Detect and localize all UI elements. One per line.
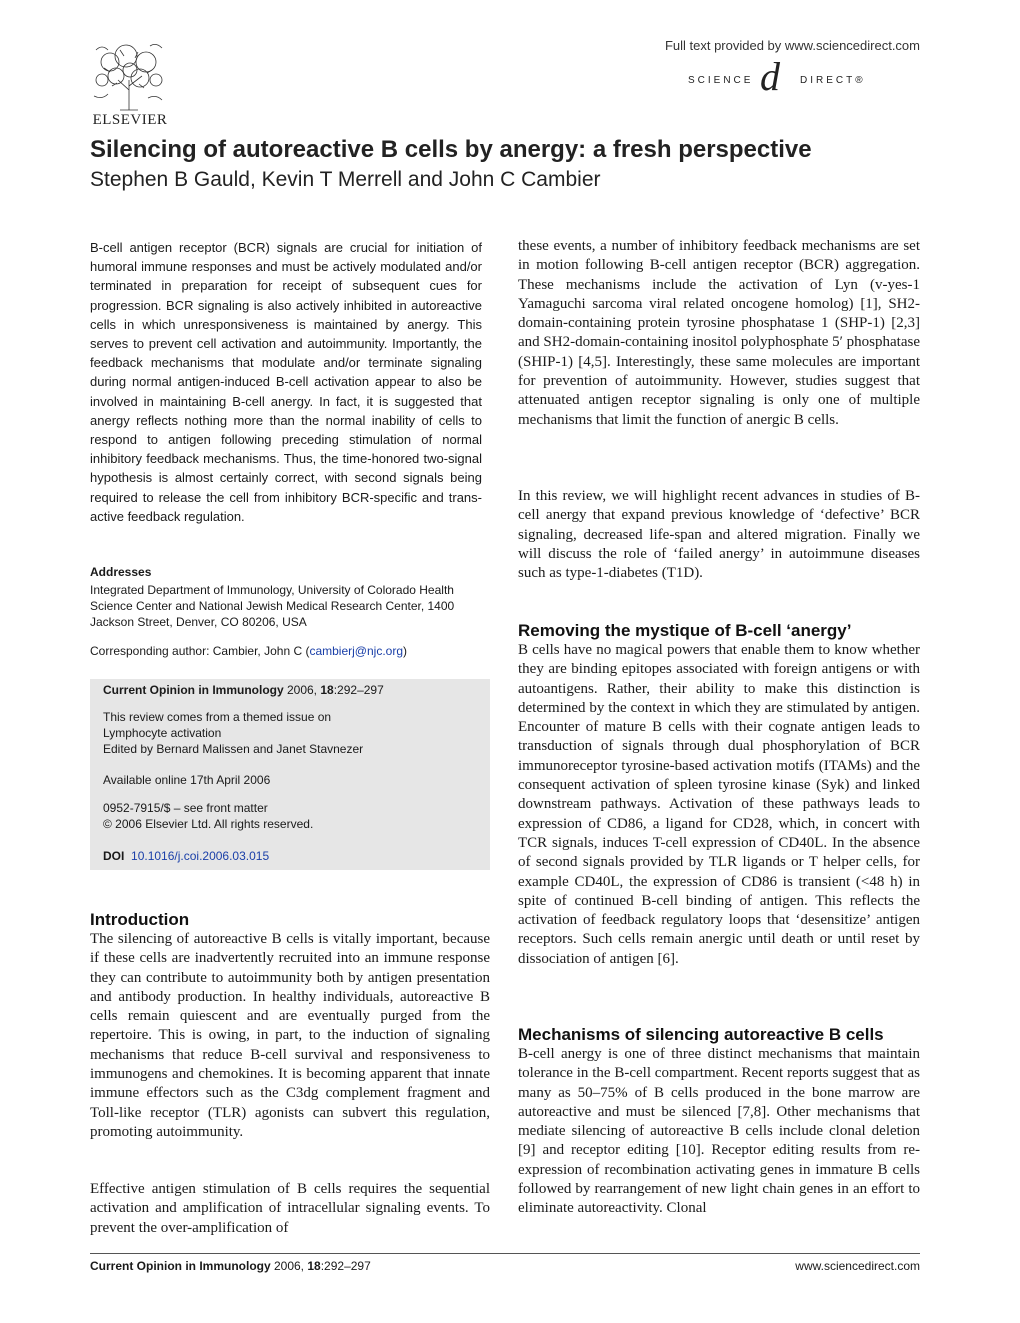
footer-journal: Current Opinion in Immunology (90, 1259, 271, 1273)
corresponding-author (90, 643, 482, 659)
article-authors: Stephen B Gauld, Kevin T Merrell and John C Cambier (90, 168, 601, 191)
footer-url: www.sciencedirect.com (795, 1259, 920, 1273)
addresses-heading: Addresses (90, 565, 152, 579)
introduction-paragraph-2: Effective antigen stimulation of B cells requires the sequential activation and amplification of intracellular signaling events. To prevent the over-amplification of (90, 1181, 490, 1236)
infobox-editors: Edited by Bernard Malissen and Janet Stavnezer (103, 742, 364, 756)
elsevier-tree-icon (90, 40, 168, 112)
introduction-heading: Introduction (90, 910, 190, 929)
sciencedirect-logo (688, 54, 920, 102)
corresponding-suffix: ) (403, 644, 407, 658)
article-title: Silencing of autoreactive B cells by anergy: a fresh perspective (90, 136, 812, 163)
mechanisms-heading: Mechanisms of silencing autoreactive B cells (518, 1025, 884, 1044)
corresponding-prefix: Corresponding author: Cambier, John C ( (90, 644, 310, 658)
right-paragraph-2: In this review, we will highlight recent advances in studies of B-cell anergy that expand previous knowledge of ‘defective’ BCR signaling, decreased life-span and altered migration. Finally we will discuss the role of ‘failed anergy’ in autoimmune diseases such as type-1-diabetes (T1D). (518, 488, 920, 582)
full-text-provided-by: Full text provided by www.sciencedirect.com (664, 38, 920, 53)
publisher-name: ELSEVIER (92, 112, 168, 128)
sd-d-icon: d (760, 54, 780, 99)
sd-direct-word: DIRECT® (800, 75, 866, 86)
mystique-paragraph: B cells have no magical powers that enable them to know whether they are binding epitopes associated with foreign antigens or with autoantigens. Rather, their ability to make this distinction is determined by the context in which they are stimulated by antigen. Encounter of mature B cells with their cognate antigen leads to transduction of signals through dual phosphorylation of BCR immunoreceptor tyrosine-based activation motifs (ITAMs) and the consequent activation of spleen tyrosine kinase (Syk) and linked downstream pathways. Activation of these pathways leads to expression of CD86, a ligand for CD28, which, in concert with TCR signals, induces T-cell expression of CD40L. In the absence of second signals provided by TLR ligands or T helper cells, for example CD40L, the expression of CD86 is transient (<48 h) in spite of continued B-cell binding of antigen. This reflects the activation of feedback regulatory loops that ‘desensitize’ antigen receptors. Such cells remain anergic until death or until reset by dissociation of antigen [6]. (518, 642, 920, 967)
infobox-volume: 18 (320, 683, 334, 697)
article-info-box (90, 679, 490, 870)
introduction-paragraph-1: The silencing of autoreactive B cells is vitally important, because if these cells are inadvertently recruited into an immune response they can contribute to autoimmunity both by antigen presentation and antibody production. In healthy individuals, autoreactive B cells remain quiescent and are eventually purged from the repertoire. This is owing, in part, to the induction of signaling mechanisms that reduce B-cell survival and responsiveness to immunogens and chemokines. It is becoming apparent that innate immune effectors such as the C3dg complement fragment and Toll-like receptor (TLR) agonists can subvert this regulation, promoting autoimmunity. (90, 931, 490, 1140)
elsevier-logo (90, 40, 170, 130)
corresponding-email-link[interactable]: cambierj@njc.org (309, 644, 403, 658)
infobox-issn: 0952-7915/$ – see front matter (103, 801, 268, 815)
infobox-available: Available online 17th April 2006 (103, 773, 271, 787)
infobox-copyright: © 2006 Elsevier Ltd. All rights reserved. (103, 817, 314, 831)
footer-year: 2006, (270, 1259, 308, 1273)
right-paragraph-1: these events, a number of inhibitory feedback mechanisms are set in motion following B-cell antigen receptor (BCR) aggregation. These mechanisms include the activation of Lyn (v-yes-1 Yamaguchi sarcoma viral related oncogene homolog) [1], SH2-domain-containing protein tyrosine phosphatase 1 (SHP-1) [2,3] and SH2-domain-containing inositol polyphosphate 5′ phosphatase (SHIP-1) [4,5]. Interestingly, these same molecules are important for prevention of autoimmunity. However, studies suggest that attenuated antigen receptor signaling is only one of multiple mechanisms that limit the function of anergic B cells. (518, 238, 920, 428)
mechanisms-paragraph: B-cell anergy is one of three distinct mechanisms that maintain tolerance in the B-cell compartment. Recent reports suggest that as many as 50–75% of B cells produced in the bone marrow are autoreactive and must be silenced [7,8]. Other mechanisms that mediate silencing of autoreactive B cells include clonal deletion [9] and receptor editing [10]. Receptor editing results from re-expression of recombination activating genes in immature B cells followed by rearrangement of new light chain genes in an effort to eliminate autoreactivity. Clonal (518, 1046, 920, 1217)
doi-link[interactable]: 10.1016/j.coi.2006.03.015 (131, 849, 270, 863)
infobox-year: 2006, (283, 683, 321, 697)
infobox-theme: Lymphocyte activation (103, 726, 222, 740)
infobox-themed-issue: This review comes from a themed issue on (103, 710, 332, 724)
footer-citation (90, 1259, 371, 1273)
mystique-heading: Removing the mystique of B-cell ‘anergy’ (518, 621, 852, 640)
infobox-pages: :292–297 (333, 683, 384, 697)
infobox-journal: Current Opinion in Immunology (103, 683, 284, 697)
doi-label: DOI (103, 849, 125, 863)
addresses: Integrated Department of Immunology, University of Colorado Health Science Center and National Jewish Medical Research Center, 1400 Jackson Street, Denver, CO 80206, USA (90, 583, 455, 629)
footer-divider (90, 1253, 920, 1254)
infobox-citation (103, 682, 483, 698)
infobox-doi (103, 848, 483, 864)
footer-volume: 18 (307, 1259, 321, 1273)
sd-science-word: SCIENCE (688, 75, 754, 86)
footer-pages: :292–297 (320, 1259, 371, 1273)
abstract: B-cell antigen receptor (BCR) signals are crucial for initiation of humoral immune responses and must be actively modulated and/or terminated in preparation for receipt of subsequent cues for progression. BCR signaling is also actively inhibited in autoreactive cells in which unresponsiveness is maintained by anergy. This serves to prevent cell activation and autoimmunity. Importantly, the feedback mechanisms that modulate and/or terminate signaling during normal antigen-induced B-cell activation appear to also be involved in maintaining B-cell anergy. In fact, it is suggested that anergy reflects nothing more than the normal inability of cells to respond to antigen following preceding stimulation of normal inhibitory feedback mechanisms. Thus, the time-honored two-signal hypothesis is almost certainly correct, with second signals being required to release the cell from inhibitory BCR-specific and trans-active feedback regulation. (90, 240, 482, 524)
